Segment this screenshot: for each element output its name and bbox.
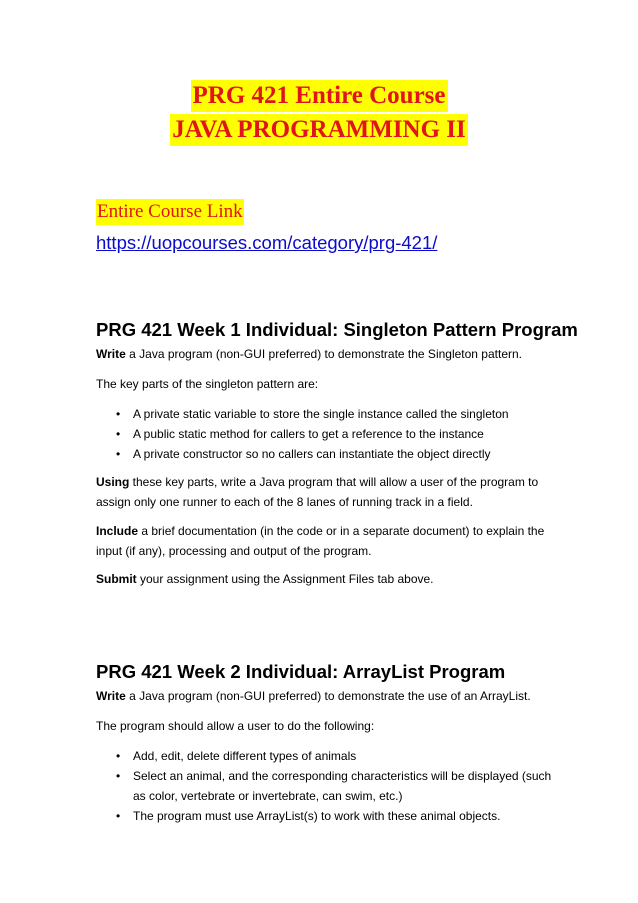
week1-include-bold: Include bbox=[96, 524, 139, 538]
list-item: • The program must use ArrayList(s) to work with these animal objects. bbox=[96, 806, 556, 826]
bullet-icon: • bbox=[116, 809, 121, 823]
week2-intro: The program should allow a user to do the following: bbox=[96, 719, 375, 733]
week1-write-text: a Java program (non-GUI preferred) to demonstrate the Singleton pattern. bbox=[125, 347, 523, 361]
bullet-icon: • bbox=[116, 769, 121, 783]
course-title-block bbox=[0, 80, 638, 146]
course-title: PRG 421 Entire Course bbox=[191, 80, 448, 112]
list-item: • Add, edit, delete different types of animals bbox=[96, 746, 556, 766]
course-url-link[interactable]: https://uopcourses.com/category/prg-421/ bbox=[96, 232, 438, 253]
entire-course-link-label: Entire Course Link bbox=[96, 199, 244, 225]
week1-submit-bold: Submit bbox=[96, 572, 137, 586]
week1-include-paragraph bbox=[96, 521, 556, 561]
course-subtitle: JAVA PROGRAMMING II bbox=[170, 114, 468, 146]
week1-key-parts-intro: The key parts of the singleton pattern are: bbox=[96, 377, 319, 391]
week1-heading: PRG 421 Week 1 Individual: Singleton Pattern Program bbox=[96, 319, 578, 340]
week1-write-bold: Write bbox=[96, 347, 126, 361]
bullet-icon: • bbox=[116, 407, 121, 421]
week1-write-paragraph bbox=[96, 344, 556, 364]
week1-using-paragraph bbox=[96, 472, 556, 512]
list-item: • A private constructor so no callers can instantiate the object directly bbox=[96, 444, 556, 464]
week1-bullet-list bbox=[96, 404, 556, 464]
week1-submit-text: your assignment using the Assignment Files tab above. bbox=[136, 572, 434, 586]
list-item: • Select an animal, and the corresponding characteristics will be displayed (such as color, vertebrate or invertebrate, can swim, etc.) bbox=[96, 766, 556, 806]
week1-using-bold: Using bbox=[96, 475, 130, 489]
bullet-icon: • bbox=[116, 427, 121, 441]
list-item: • A public static method for callers to get a reference to the instance bbox=[96, 424, 556, 444]
week2-write-bold: Write bbox=[96, 689, 126, 703]
week1-using-text: these key parts, write a Java program that will allow a user of the program to assign only one runner to each of the 8 lanes of running track in a field. bbox=[96, 475, 539, 509]
week2-write-text: a Java program (non-GUI preferred) to demonstrate the use of an ArrayList. bbox=[125, 689, 531, 703]
week2-bullet-list bbox=[96, 746, 556, 826]
week1-include-text: a brief documentation (in the code or in a separate document) to explain the input (if any), processing and output of the program. bbox=[96, 524, 545, 558]
bullet-icon: • bbox=[116, 447, 121, 461]
bullet-icon: • bbox=[116, 749, 121, 763]
list-item: • A private static variable to store the single instance called the singleton bbox=[96, 404, 556, 424]
week2-write-paragraph bbox=[96, 686, 556, 706]
week2-heading: PRG 421 Week 2 Individual: ArrayList Program bbox=[96, 661, 506, 682]
week1-submit-paragraph bbox=[96, 569, 556, 589]
